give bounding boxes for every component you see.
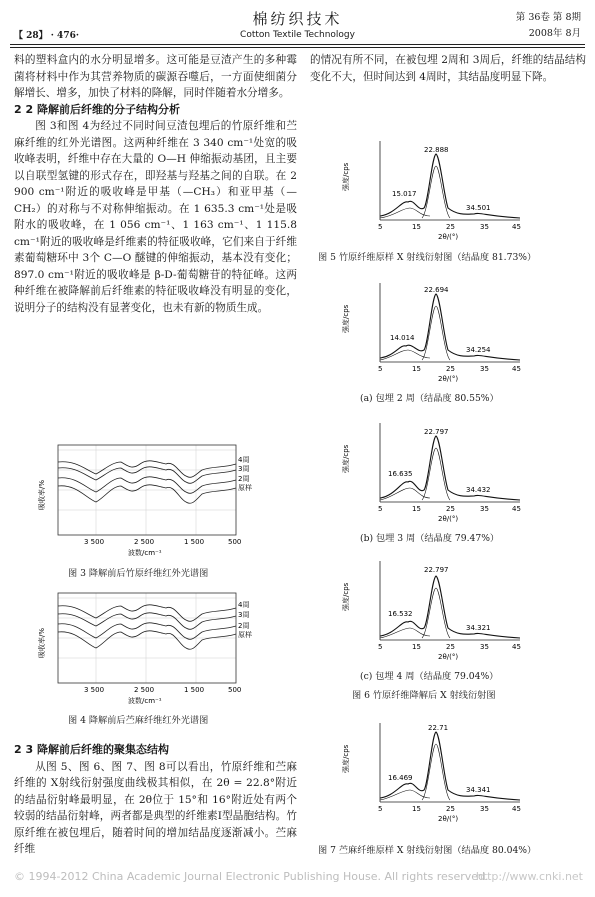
tick: 1 500 <box>184 686 205 694</box>
tick: 500 <box>228 686 242 694</box>
figure-7-caption: 图 7 苎麻纤维原样 X 射线衍射图（结晶度 80.04%） <box>318 845 537 856</box>
journal-title-cn: 棉纺织技术 <box>252 10 343 28</box>
tick: 5 <box>378 223 383 231</box>
ylabel: 吸收率/% <box>38 479 46 510</box>
ylabel: 吸收率/% <box>38 627 46 658</box>
right-column <box>310 52 586 85</box>
peak-label: 22.888 <box>424 146 449 154</box>
ylabel: 强度/cps <box>342 304 350 333</box>
tick: 15 <box>412 365 421 373</box>
tick: 15 <box>412 505 421 513</box>
figure-5-caption: 图 5 竹原纤维原样 X 射线衍射图（结晶度 81.73%） <box>318 252 537 263</box>
tick: 25 <box>446 505 455 513</box>
label-2w: 2周 <box>238 475 250 483</box>
issue-date: 2008年 8月 <box>528 28 581 39</box>
tick: 25 <box>446 365 455 373</box>
tick: 5 <box>378 505 383 513</box>
label-4w: 4周 <box>238 456 250 464</box>
figure-6b-xrd <box>340 418 530 523</box>
figure-6b-caption: (b) 包埋 3 周（结晶度 79.47%） <box>360 533 500 544</box>
header-rule-thin <box>10 47 585 48</box>
tick: 45 <box>512 223 521 231</box>
paragraph-ir-analysis: 图 3和图 4为经过不同时间豆渣包埋后的竹原纤维和苎麻纤维的红外光谱图。这两种纤维在 3 340 cm⁻¹处宽的吸收峰表明，纤维中存在大量的 O—H 伸缩振动基团，且主要以自联型氢键的形式存在，即羟基与羟基之间的自联。在 2 900 cm⁻¹附近的吸收峰是甲基（—CH₃）和亚甲基（—CH₂）的对称与不对称伸缩振动。在 1 635.3 cm⁻¹处是吸附水的吸收峰，在 1 056 cm⁻¹、1 163 cm⁻¹、1 115.8 cm⁻¹附近的吸收峰是纤维素的特征吸收峰，它们来自于纤维素葡萄糖环中 3个 C—O 醚键的伸缩振动，基本没有变化；897.0 cm⁻¹附近的吸收峰是 β-D-葡萄糖苷的特征峰。这两种纤维在被降解前后纤维素的特征吸收峰没有明显的变化，说明分子的结构没有显著变化，也未有新的物质生成。 <box>14 120 297 314</box>
peak-label: 16.469 <box>388 774 413 782</box>
tick: 3 500 <box>84 538 105 546</box>
peak-label: 22.797 <box>424 566 449 574</box>
section-heading-2-2: 2 2 降解前后纤维的分子结构分析 <box>14 102 180 116</box>
ylabel: 强度/cps <box>342 744 350 773</box>
peak-label: 16.635 <box>388 470 413 478</box>
figure-6-caption: 图 6 竹原纤维降解后 X 射线衍射图 <box>352 690 496 701</box>
figure-6a-xrd <box>340 278 530 383</box>
figure-6c-xrd <box>340 556 530 661</box>
paragraph-continued-right: 的情况有所不同，在被包埋 2周和 3周后，纤维的结晶结构变化不大，但时间达到 4周时，其结晶度明显下降。 <box>310 54 586 83</box>
peak-label: 34.501 <box>466 204 491 212</box>
xlabel: 2θ/(°) <box>438 375 459 383</box>
paragraph-xrd-analysis: 从图 5、图 6、图 7、图 8可以看出，竹原纤维和苎麻纤维的 X射线衍射强度曲线极其相似，在 2θ = 22.8°附近的结晶衍射峰最明显，在 2θ位于 15°和 16°附近处有两个较弱的结晶衍射峰，两者都是典型的纤维素Ⅰ型晶胞结构。竹原纤维在被包埋后，随着时间的增加结晶度逐渐减小。苎麻纤维 <box>14 760 297 855</box>
peak-label: 34.321 <box>466 624 491 632</box>
figure-3-ir-spectrum <box>36 440 276 560</box>
xlabel: 2θ/(°) <box>438 653 459 661</box>
label-raw: 原样 <box>238 631 252 639</box>
peak-label: 15.017 <box>392 190 417 198</box>
label-4w: 4周 <box>238 601 250 609</box>
tick: 3 500 <box>84 686 105 694</box>
cnki-url[interactable]: http://www.cnki.net <box>475 870 583 883</box>
section-heading-2-3: 2 3 降解前后纤维的聚集态结构 <box>14 743 169 756</box>
tick: 5 <box>378 365 383 373</box>
xlabel: 波数/cm⁻¹ <box>128 697 162 705</box>
peak-label: 22.71 <box>428 724 449 732</box>
tick: 45 <box>512 643 521 651</box>
left-column <box>14 52 297 316</box>
figure-6a-caption: (a) 包埋 2 周（结晶度 80.55%） <box>360 393 499 404</box>
tick: 2 500 <box>134 686 155 694</box>
left-column-bottom <box>14 742 297 858</box>
tick: 35 <box>480 365 489 373</box>
tick: 5 <box>378 643 383 651</box>
label-2w: 2周 <box>238 622 250 630</box>
tick: 35 <box>480 505 489 513</box>
label-raw: 原样 <box>238 484 252 492</box>
header-rule <box>10 44 585 45</box>
figure-4-caption: 图 4 降解前后苎麻纤维红外光谱图 <box>68 715 209 726</box>
ylabel: 强度/cps <box>342 162 350 191</box>
peak-label: 22.797 <box>424 428 449 436</box>
tick: 15 <box>412 805 421 813</box>
peak-label: 34.254 <box>466 346 491 354</box>
peak-label: 14.014 <box>390 334 415 342</box>
page-label: 【 28】 · 476· <box>14 31 79 41</box>
figure-3-caption: 图 3 降解前后竹原纤维红外光谱图 <box>68 568 209 579</box>
peak-label: 22.694 <box>424 286 449 294</box>
tick: 2 500 <box>134 538 155 546</box>
xlabel: 波数/cm⁻¹ <box>128 549 162 557</box>
tick: 500 <box>228 538 242 546</box>
peak-label: 16.532 <box>388 610 413 618</box>
tick: 1 500 <box>184 538 205 546</box>
xlabel: 2θ/(°) <box>438 815 459 823</box>
issue-info <box>516 10 581 42</box>
tick: 35 <box>480 223 489 231</box>
label-3w: 3周 <box>238 465 250 473</box>
xlabel: 2θ/(°) <box>438 233 459 241</box>
peak-label: 34.432 <box>466 486 491 494</box>
tick: 25 <box>446 223 455 231</box>
copyright-watermark: © 1994-2012 China Academic Journal Electronic Publishing House. All rights reserved. <box>14 870 489 883</box>
figure-4-ir-spectrum <box>36 588 276 708</box>
paragraph-continued: 料的塑料盒内的水分明显增多。这可能是豆渣产生的多种霉菌将材料中作为其营养物质的碳源吞噬后，一方面使细菌分解增长、增多，加快了材料的降解，同时伴随着水分增多。 <box>14 54 297 99</box>
label-3w: 3周 <box>238 611 250 619</box>
tick: 45 <box>512 365 521 373</box>
figure-6c-caption: (c) 包埋 4 周（结晶度 79.04%） <box>360 671 499 682</box>
tick: 35 <box>480 805 489 813</box>
figure-7-xrd <box>340 718 530 823</box>
volume-issue: 第 36卷 第 8期 <box>515 12 581 23</box>
tick: 25 <box>446 805 455 813</box>
figure-5-xrd <box>340 136 530 241</box>
tick: 5 <box>378 805 383 813</box>
tick: 35 <box>480 643 489 651</box>
xlabel: 2θ/(°) <box>438 515 459 523</box>
tick: 25 <box>446 643 455 651</box>
peak-label: 34.341 <box>466 786 491 794</box>
tick: 45 <box>512 505 521 513</box>
tick: 45 <box>512 805 521 813</box>
journal-title-en: Cotton Textile Technology <box>240 30 355 40</box>
ylabel: 强度/cps <box>342 444 350 473</box>
tick: 15 <box>412 223 421 231</box>
journal-masthead <box>0 8 595 40</box>
tick: 15 <box>412 643 421 651</box>
ylabel: 强度/cps <box>342 582 350 611</box>
